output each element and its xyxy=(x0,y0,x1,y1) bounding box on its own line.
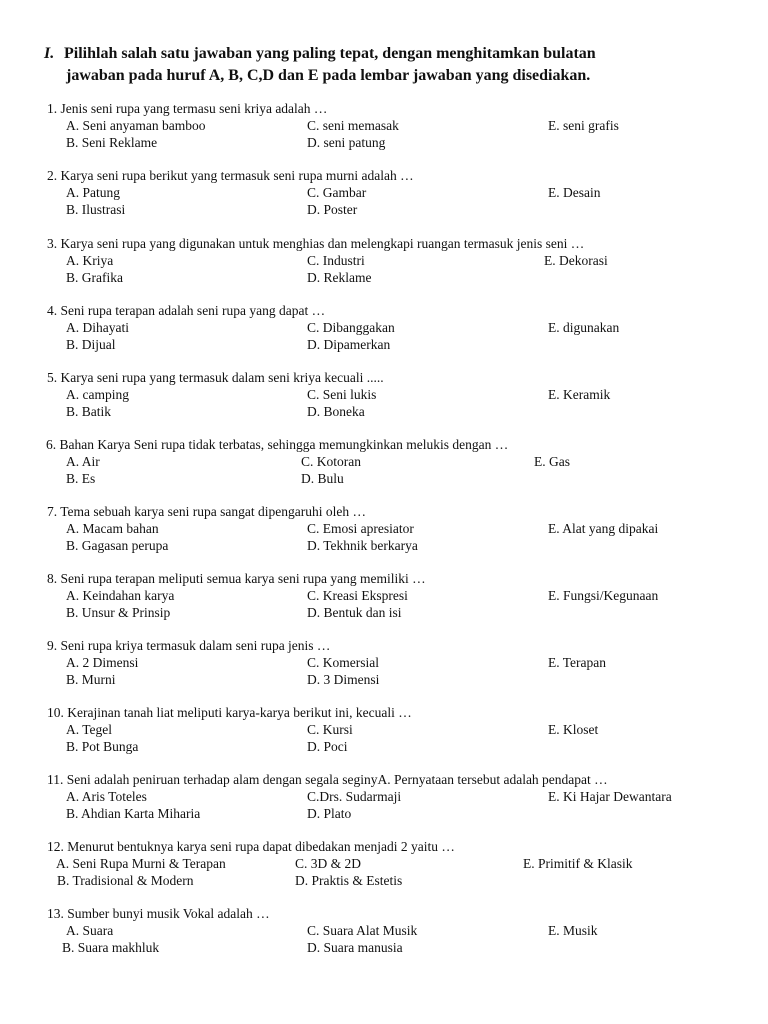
question-stem: 2. Karya seni rupa berikut yang termasuk seni rupa murni adalah … xyxy=(47,168,414,183)
option-a: A. camping xyxy=(66,387,129,402)
option-d: D. Dipamerkan xyxy=(307,337,391,352)
question-10 xyxy=(0,704,768,768)
question-stem: 9. Seni rupa kriya termasuk dalam seni rupa jenis … xyxy=(47,638,331,653)
option-c: C. Suara Alat Musik xyxy=(307,923,418,938)
question-8 xyxy=(0,570,768,634)
instruction-line-1: Pilihlah salah satu jawaban yang paling tepat, dengan menghitamkan bulatan xyxy=(64,45,596,62)
option-d: D. Suara manusia xyxy=(307,940,403,955)
question-1 xyxy=(0,100,768,164)
option-e: E. Musik xyxy=(548,923,598,938)
option-e: E. Terapan xyxy=(548,655,607,670)
section-number: I. xyxy=(44,45,55,62)
option-d: D. Boneka xyxy=(307,404,365,419)
option-e: E. Gas xyxy=(534,454,570,469)
option-b: B. Murni xyxy=(66,672,116,687)
option-a: A. Air xyxy=(66,454,100,469)
option-a: A. Seni Rupa Murni & Terapan xyxy=(56,856,226,871)
question-13 xyxy=(0,905,768,969)
option-d: D. Bulu xyxy=(301,471,344,486)
question-stem: 4. Seni rupa terapan adalah seni rupa yang dapat … xyxy=(47,303,326,318)
question-6 xyxy=(0,436,768,500)
option-b: B. Dijual xyxy=(66,337,116,352)
question-stem: 1. Jenis seni rupa yang termasu seni kriya adalah … xyxy=(47,101,328,116)
question-stem: 10. Kerajinan tanah liat meliputi karya-karya berikut ini, kecuali … xyxy=(47,705,412,720)
option-a: A. 2 Dimensi xyxy=(66,655,139,670)
option-d: D. Tekhnik berkarya xyxy=(307,538,418,553)
option-a: A. Aris Toteles xyxy=(66,789,147,804)
option-c: C. Komersial xyxy=(307,655,379,670)
option-c: C. 3D & 2D xyxy=(295,856,362,871)
option-b: B. Unsur & Prinsip xyxy=(66,605,171,620)
option-c: C. Kursi xyxy=(307,722,353,737)
option-a: A. Keindahan karya xyxy=(66,588,175,603)
option-b: B. Grafika xyxy=(66,270,123,285)
option-b: B. Batik xyxy=(66,404,112,419)
question-5 xyxy=(0,369,768,433)
option-c: C. Kotoran xyxy=(301,454,361,469)
option-a: A. Macam bahan xyxy=(66,521,159,536)
option-b: B. Tradisional & Modern xyxy=(57,873,194,888)
question-3 xyxy=(0,235,768,299)
option-b: B. Ilustrasi xyxy=(66,202,126,217)
option-a: A. Seni anyaman bamboo xyxy=(66,118,206,133)
question-stem: 13. Sumber bunyi musik Vokal adalah … xyxy=(47,906,270,921)
option-c: C. Emosi apresiator xyxy=(307,521,414,536)
option-e: E. Primitif & Klasik xyxy=(523,856,633,871)
question-4 xyxy=(0,302,768,366)
option-d: D. seni patung xyxy=(307,135,386,150)
option-c: C. Dibanggakan xyxy=(307,320,395,335)
question-stem: 12. Menurut bentuknya karya seni rupa dapat dibedakan menjadi 2 yaitu … xyxy=(47,839,455,854)
question-2 xyxy=(0,167,768,231)
question-stem: 5. Karya seni rupa yang termasuk dalam seni kriya kecuali ..... xyxy=(47,370,384,385)
option-b: B. Gagasan perupa xyxy=(66,538,169,553)
option-e: E. Keramik xyxy=(548,387,611,402)
option-b: B. Ahdian Karta Miharia xyxy=(66,806,201,821)
option-e: E. Fungsi/Kegunaan xyxy=(548,588,659,603)
option-a: A. Dihayati xyxy=(66,320,129,335)
option-a: A. Patung xyxy=(66,185,120,200)
option-d: D. Reklame xyxy=(307,270,372,285)
option-e: E. Desain xyxy=(548,185,601,200)
option-a: A. Kriya xyxy=(66,253,114,268)
option-d: D. Praktis & Estetis xyxy=(295,873,403,888)
question-stem: 11. Seni adalah peniruan terhadap alam dengan segala seginyA. Pernyataan tersebut adalah pendapat … xyxy=(47,772,608,787)
instruction-line-2: jawaban pada huruf A, B, C,D dan E pada lembar jawaban yang disediakan. xyxy=(66,67,591,84)
option-b: B. Seni Reklame xyxy=(66,135,158,150)
question-stem: 8. Seni rupa terapan meliputi semua karya seni rupa yang memiliki … xyxy=(47,571,426,586)
option-b: B. Suara makhluk xyxy=(62,940,160,955)
option-d: D. Poci xyxy=(307,739,348,754)
option-c: C. Gambar xyxy=(307,185,367,200)
option-b: B. Pot Bunga xyxy=(66,739,139,754)
question-12 xyxy=(0,838,768,902)
option-d: D. Plato xyxy=(307,806,352,821)
option-e: E. digunakan xyxy=(548,320,620,335)
option-c: C.Drs. Sudarmaji xyxy=(307,789,402,804)
option-e: E. Dekorasi xyxy=(544,253,608,268)
option-c: C. seni memasak xyxy=(307,118,399,133)
option-b: B. Es xyxy=(66,471,96,486)
option-c: C. Kreasi Ekspresi xyxy=(307,588,408,603)
question-stem: 3. Karya seni rupa yang digunakan untuk menghias dan melengkapi ruangan termasuk jenis seni … xyxy=(47,236,585,251)
option-a: A. Tegel xyxy=(66,722,113,737)
option-e: E. seni grafis xyxy=(548,118,619,133)
option-c: C. Industri xyxy=(307,253,365,268)
question-11 xyxy=(0,771,768,835)
question-stem: 7. Tema sebuah karya seni rupa sangat dipengaruhi oleh … xyxy=(47,504,366,519)
option-e: E. Ki Hajar Dewantara xyxy=(548,789,672,804)
option-d: D. Poster xyxy=(307,202,358,217)
option-e: E. Alat yang dipakai xyxy=(548,521,659,536)
option-c: C. Seni lukis xyxy=(307,387,377,402)
option-e: E. Kloset xyxy=(548,722,599,737)
option-d: D. Bentuk dan isi xyxy=(307,605,402,620)
question-9 xyxy=(0,637,768,701)
question-stem: 6. Bahan Karya Seni rupa tidak terbatas, sehingga memungkinkan melukis dengan … xyxy=(46,437,509,452)
option-a: A. Suara xyxy=(66,923,114,938)
question-7 xyxy=(0,503,768,567)
option-d: D. 3 Dimensi xyxy=(307,672,380,687)
